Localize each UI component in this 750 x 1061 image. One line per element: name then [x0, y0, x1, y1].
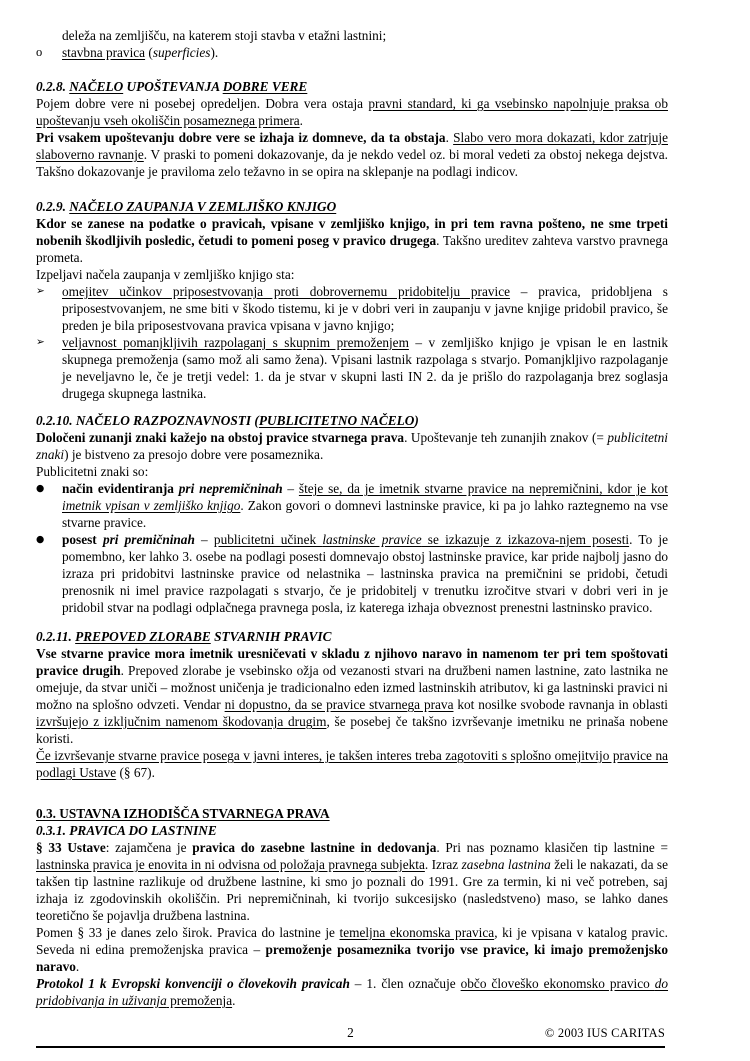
- text-run: Protokol 1 k Evropski konvenciji o človekovih pravicah: [36, 976, 350, 991]
- bullet-marker: ●: [36, 534, 45, 545]
- paragraph: [36, 645, 668, 747]
- text-run: . Pri nas poznamo klasičen tip lastnine =: [436, 840, 668, 855]
- text-run: Slabo vero mora dokazati, kdor zatrjuje slaboverno ravnanje: [36, 130, 668, 162]
- text-run: – 1. člen označuje: [349, 976, 461, 991]
- text-run: ) je bistveno za presojo dobre vere posameznika.: [64, 447, 324, 462]
- text-run: Pomen § 33 je danes zelo širok. Pravica do lastnine je: [36, 925, 340, 940]
- text-run: premoženja: [166, 993, 233, 1008]
- text-run: kot nosilke svobode ravnanja in oblasti: [453, 697, 668, 712]
- text-run: –: [194, 532, 214, 547]
- paragraph: [36, 839, 668, 924]
- copyright-notice: © 2003 IUS CARITAS: [544, 1026, 665, 1040]
- heading-0-3: [36, 805, 668, 822]
- text-run: NAČELO: [69, 79, 124, 94]
- paragraph: [36, 463, 668, 480]
- text-run: stavbna pravica: [62, 45, 146, 60]
- text-run: premoženje posameznika tvorijo vse pravice, ki imajo premoženjsko naravo: [36, 942, 669, 974]
- text-run: Pri vsakem upoštevanju dobre vere se izhaja iz domneve, da ta obstaja: [36, 130, 446, 145]
- bullet-marker: o: [36, 45, 43, 59]
- text-run: .: [299, 113, 303, 128]
- text-run: želi le nakazati, da se takšen tip lastnine razlikuje od družbene lastnine, ki smo jo poznali do 1991. Gre za termin, ki ni več potreben, saj izhaja iz zgodovinskih okoliščin. Pri nepremičninah, ki tvorijo sukcesijsko (nasledstveno) maso, se lahko danes teoretično še pojavlja družbena lastnina.: [36, 857, 668, 923]
- text-run: pri premičninah: [102, 532, 195, 547]
- paragraph: [36, 266, 668, 283]
- text-run: : zajamčena je: [105, 840, 193, 855]
- text-run: , še posebej če takšno izvrševanje imetniku ne prinaša nobene koristi.: [36, 714, 669, 746]
- text-run: . V praski to pomeni dokazovanje, da je nekdo vedel oz. bi moral vedeti za obstoj nekega dejstva. Takšno dokazovanje je praviloma zelo težavno in se opira na sklepanje na podlagi indicov.: [36, 147, 668, 179]
- text-run: .: [232, 993, 236, 1008]
- text-run: , ki je vpisana v katalog pravic. Seveda ni edina premoženjska pravica –: [36, 925, 668, 957]
- text-run: publicitetni znaki: [36, 430, 668, 462]
- text-run: . To je pomembno, ker lahko 3. osebe na podlagi posesti domnevajo obstoj lastninske pravice, kar pride najbolj jasno do izraza pri pridobitvi lastninske pravice od nelastnika – lastninska pravica na premičnini se pridobi, četudi prenosnik ni imel pravice razpolagati s stvarjo, če je pridobitelj v trenutku izročitve stvari v dobri veri in je pridobil stvar na podlagi odplačnega pravnega posla, iz katerega izhaja obveznost prenestni lastninsko pravico.: [62, 532, 669, 615]
- list-item-text: [62, 44, 668, 61]
- text-run: 0.2.10. NAČELO RAZPOZNAVNOSTI (: [36, 413, 259, 428]
- heading-0-2-9: [36, 198, 668, 215]
- text-run: .: [445, 130, 454, 145]
- heading-0-2-8: [36, 78, 668, 95]
- text-run: § 33 Ustave: [36, 840, 106, 855]
- list-item-text: [62, 531, 668, 616]
- text-run: izvršujejo z izključnim namenom škodovanja drugim: [36, 714, 327, 729]
- heading-0-3-1: [36, 822, 668, 839]
- list-item-text: [62, 480, 668, 531]
- text-run: PREPOVED ZLORABE: [75, 629, 211, 644]
- text-run: . Zakon govori o domnevi lastninske pravice, ki pa jo lahko raztegnemo na vse stvarne pravice.: [62, 498, 668, 530]
- text-run: občo človeško ekonomsko pravico: [460, 976, 655, 991]
- paragraph: [36, 95, 668, 129]
- text-run: omejitev učinkov priposestvovanja proti dobrovernemu pridobitelju pravice: [62, 284, 511, 299]
- text-run: zasebna lastnina: [461, 857, 551, 872]
- heading-0-2-11: [36, 628, 668, 645]
- text-run: ): [414, 413, 419, 428]
- text-run: PUBLICITETNO NAČELO: [258, 413, 415, 428]
- list-item: [36, 480, 668, 531]
- text-run: deleža na zemljišču, na katerem stoji stavba v etažni lastnini;: [62, 28, 387, 43]
- document-body: [36, 27, 668, 1009]
- text-run: 0.3.1. PRAVICA DO LASTNINE: [36, 823, 217, 838]
- text-run: DOBRE VERE: [222, 79, 308, 94]
- list-item-text: [62, 334, 668, 402]
- list-item: [36, 334, 668, 402]
- text-run: 0.2.9.: [36, 199, 70, 214]
- text-run: 0.2.11.: [36, 629, 76, 644]
- text-run: lastninske pravice: [322, 532, 422, 547]
- paragraph: [36, 129, 668, 180]
- text-run: pri nepremičninah: [178, 481, 283, 496]
- text-run: ).: [210, 45, 219, 60]
- text-run: temeljna ekonomska pravica: [339, 925, 495, 940]
- text-run: STVARNIH PRAVIC: [210, 629, 332, 644]
- text-run: do pridobivanja in uživanja: [36, 976, 669, 1008]
- paragraph: [36, 429, 668, 463]
- text-run: . Prepoved zlorabe je vsebinsko ožja od vezanosti stvari na družbeni namen lastnine, zato lastnika ne omejuje, da stvar uniči – možnost uničenja je tradicionalno eden izmed lastninskih atributov, ki ga lastninski pravici ni možno na splošno odvzeti. Vendar: [36, 663, 668, 712]
- paragraph: [36, 975, 668, 1009]
- text-run: ni dopustno, da se pravice stvarnega prava: [224, 697, 454, 712]
- page-footer: [36, 1024, 665, 1048]
- list-item-continuation: [36, 27, 668, 44]
- text-run: publicitetni učinek: [213, 532, 323, 547]
- paragraph: [36, 215, 668, 266]
- text-run: . Upoštevanje teh zunanjih znakov (=: [404, 430, 608, 445]
- bullet-marker: ●: [36, 483, 45, 494]
- text-run: imetnik vpisan v zemljiško knjigo: [62, 498, 241, 513]
- list-item-stavbna-pravica: [36, 44, 668, 61]
- paragraph: [36, 747, 668, 781]
- text-run: (: [145, 45, 153, 60]
- text-run: način evidentiranja: [62, 481, 179, 496]
- bullet-marker: [36, 27, 62, 44]
- text-run: se izkazuje z izkazova-njem posesti: [421, 532, 630, 547]
- text-run: 0.3. USTAVNA IZHODIŠČA STVARNEGA PRAVA: [36, 806, 330, 821]
- text-run: Kdor se zanese na podatke o pravicah, vpisane v zemljiško knjigo, in pri tem ravna pošteno, ne sme trpeti nobenih škodljivih posledic, četudi to pomeni poseg v pravico drugega: [36, 216, 668, 248]
- text-run: Če izvrševanje stvarne pravice posega v javni interes, je takšen interes treba zagotoviti s splošno omejitvijo pravice na podlagi Ustave: [36, 748, 668, 780]
- text-run: .: [75, 959, 80, 974]
- page-number: 2: [347, 1025, 354, 1040]
- list-item-text: [62, 27, 668, 44]
- list-item-text: [62, 283, 668, 334]
- text-run: – v zemljiško knjigo je vpisan le en lastnik skupnega premoženja (samo mož ali samo žena). Vpisani lastnik razpolaga s stvarjo. Pomanjkljivo razpolaganje je neveljavno le, če je tretji vedel: 1. da je stvar v skupni lasti IN 2. da je prišlo do razpolaganja brez soglasja drugega skupnega lastnika.: [62, 335, 668, 401]
- text-run: Izpeljavi načela zaupanja v zemljiško knjigo sta:: [36, 267, 295, 282]
- text-run: –: [282, 481, 299, 496]
- text-run: . Izraz: [424, 857, 462, 872]
- text-run: superficies: [152, 45, 211, 60]
- text-run: NAČELO ZAUPANJA V ZEMLJIŠKO KNJIGO: [69, 199, 337, 214]
- list-item: [36, 531, 668, 616]
- heading-0-2-10: [36, 412, 668, 429]
- bullet-marker: ➢: [36, 336, 45, 348]
- text-run: pravni standard, ki ga vsebinsko napolnjuje praksa ob upoštevanju vseh okoliščin posameznega primera: [36, 96, 668, 128]
- text-run: Vse stvarne pravice mora imetnik uresničevati v skladu z njihovo naravo in namenom ter pri tem spoštovati pravice drugih: [36, 646, 668, 678]
- text-run: UPOŠTEVANJA: [123, 79, 223, 94]
- text-run: Publicitetni znaki so:: [36, 464, 149, 479]
- paragraph: [36, 924, 668, 975]
- text-run: lastninska pravica je enovita in ni odvisna od položaja pravnega subjekta: [36, 857, 425, 872]
- bullet-marker: ➢: [36, 285, 45, 297]
- text-run: 0.2.8.: [36, 79, 70, 94]
- text-run: pravica do zasebne lastnine in dedovanja: [192, 840, 437, 855]
- list-item: [36, 283, 668, 334]
- text-run: posest: [62, 532, 103, 547]
- text-run: – pravica, pridobljena s priposestvovanjem, ne sme biti v škodo tistemu, ki je v dobri veri in zaupanju v javne knjige pridobil pravico, še preden je bila priposestvovana pravica vpisana v javno knjigo;: [62, 284, 668, 333]
- text-run: Pojem dobre vere ni posebej opredeljen. Dobra vera ostaja: [36, 96, 369, 111]
- text-run: veljavnost pomanjkljivih razpolaganj s skupnim premoženjem: [62, 335, 409, 350]
- text-run: Določeni zunanji znaki kažejo na obstoj pravice stvarnega prava: [36, 430, 405, 445]
- text-run: šteje se, da je imetnik stvarne pravice na nepremičnini, kdor je kot: [298, 481, 668, 496]
- text-run: (§ 67).: [116, 765, 155, 780]
- text-run: . Takšno ureditev zahteva varstvo pravnega prometa.: [36, 233, 668, 265]
